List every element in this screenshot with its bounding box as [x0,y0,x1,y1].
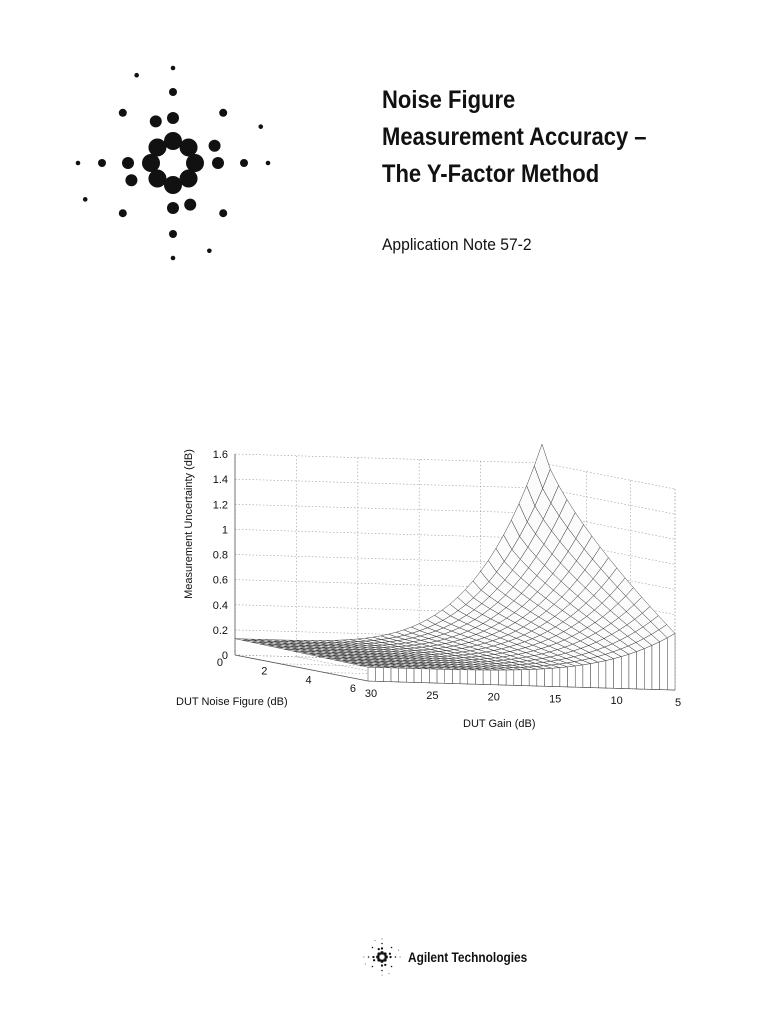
surface-curtain [537,669,545,686]
spark-dot [119,209,127,217]
surface-curtain [598,661,606,688]
spark-dot [171,256,176,261]
spark-dot [388,973,389,974]
nf-tick-label: 6 [349,683,356,695]
spark-dot [266,161,271,166]
spark-dot [380,951,383,954]
surface-curtain [644,645,652,689]
spark-dot [83,197,88,202]
surface-curtain [560,667,568,687]
z-axis-label: Measurement Uncertainty (dB) [183,449,195,599]
z-tick-label: 0.2 [212,624,228,637]
spark-dot [169,230,177,238]
spark-dot [180,138,198,156]
spark-dot [212,157,224,169]
application-note-number: Application Note 57-2 [382,235,532,254]
spark-dot [383,952,386,955]
brand-name: Agilent Technologies [408,949,528,965]
spark-dot [180,170,198,188]
back-wall-gridline [235,454,542,463]
gain-tick-label: 30 [364,688,378,700]
z-tick-label: 1.6 [212,449,228,461]
spark-dot [381,964,383,966]
spark-dot [164,176,182,194]
surface-curtain [660,638,668,690]
spark-dot [398,950,399,951]
spark-dot [186,154,204,172]
spark-dot [372,956,374,958]
spark-dot [167,112,179,124]
surface-curtain [437,669,445,683]
surface-curtain [498,670,506,685]
spark-dot [258,124,263,129]
z-tick-label: 1.4 [212,474,228,487]
gain-tick-label: 15 [549,693,562,706]
uncertainty-surface-chart [170,420,682,740]
spark-dot [377,952,380,955]
surface-curtain [406,668,414,682]
spark-dot [372,966,374,968]
spark-dot [125,174,137,186]
surface-curtain [429,669,437,683]
spark-dot [384,964,386,966]
spark-dot [389,953,391,955]
spark-dot [169,88,177,96]
surface-curtain [575,665,583,687]
spark-dot [240,159,248,167]
spark-dot [364,957,365,958]
document-title [382,82,647,193]
back-wall-gridline [235,479,542,488]
surface-curtain [629,652,637,689]
z-tick-label: 0.4 [212,599,228,612]
spark-dot [148,170,166,188]
spark-dot [134,73,139,78]
spark-dot [381,943,383,945]
gain-tick-label: 25 [426,689,439,702]
spark-dot [368,956,370,958]
spark-dot [381,970,383,972]
spark-dot [98,159,106,167]
z-tick-label: 0.6 [212,574,228,587]
spark-dot [209,140,221,152]
z-tick-label: 0.8 [212,549,228,562]
surface-curtain [452,670,460,684]
spark-dot [377,958,380,961]
spark-dot [383,958,386,961]
surface-curtain [614,657,622,689]
spark-dot [391,966,393,968]
brand-footer [362,937,544,977]
surface-curtain [621,654,629,688]
nf-tick-label: 2 [261,665,268,678]
surface-curtain [475,670,483,684]
z-tick-label: 1 [221,524,228,537]
surface-curtain [545,668,553,686]
surface-curtain [552,668,560,687]
side-wall-gridline [542,463,675,489]
spark-dot [142,154,160,172]
surface-curtain [483,670,491,685]
spark-dot [219,109,227,117]
y-axis-label: DUT Noise Figure (dB) [176,696,288,708]
gain-tick-label: 20 [487,691,500,704]
back-wall-gridline [235,504,542,513]
gain-tick-label: 5 [674,697,682,709]
spark-dot [384,955,387,958]
surface-curtain [568,666,576,687]
surface-curtain [529,669,537,686]
surface-curtain [399,668,407,682]
spark-dot [219,209,227,217]
surface-curtain [383,668,391,682]
surface-curtain [583,664,591,688]
surface-curtain [460,670,468,684]
surface-curtain [468,670,476,684]
back-wall-gridline [235,529,542,538]
surface-curtain [652,642,660,690]
spark-dot [171,66,176,71]
spark-dot [381,947,383,949]
surface-curtain [445,669,453,683]
surface-curtain [522,670,530,686]
surface-curtain [514,670,522,686]
title-line-2: Measurement Accuracy – [382,123,647,151]
spark-dot [122,157,134,169]
spark-dot [400,957,401,958]
spark-dot [184,199,196,211]
surface-curtain [414,669,422,683]
spark-dot [375,940,376,941]
spark-dot [148,138,166,156]
surface-curtain [368,667,376,681]
surface-plot [170,420,682,740]
surface-curtain [606,659,614,688]
spark-dot [391,947,393,949]
surface-curtain [376,667,384,681]
title-line-1: Noise Figure [382,86,516,114]
surface-curtain [491,670,499,685]
spark-dot [207,248,212,253]
surface-curtain [591,662,599,688]
spark-dot [76,161,81,166]
spark-dot [376,955,379,958]
surface-curtain [391,668,399,682]
spark-dot [389,956,391,958]
agilent-spark-small-icon [362,937,402,977]
spark-dot [395,956,397,958]
spark-dot [380,959,383,962]
spark-dot [164,132,182,150]
agilent-spark-logo [70,70,275,260]
spark-dot [119,109,127,117]
spark-dot [382,939,383,940]
nf-tick-label: 0 [216,657,223,669]
spark-dot [150,115,162,127]
spark-dot [365,963,366,964]
spark-dot [378,948,380,950]
spark-dot [167,202,179,214]
spark-dot [373,959,375,961]
surface-curtain [422,669,430,683]
surface-curtain [506,670,514,685]
spark-dot [372,947,374,949]
gain-tick-label: 10 [610,695,623,708]
x-axis-label: DUT Gain (dB) [463,718,536,730]
surface-curtain [637,649,645,689]
z-tick-label: 1.2 [212,499,228,512]
z-tick-label: 0 [221,650,228,662]
surface-curtain [667,633,675,690]
spark-dot [382,975,383,976]
title-line-3: The Y-Factor Method [382,160,600,188]
nf-tick-label: 4 [305,674,312,687]
